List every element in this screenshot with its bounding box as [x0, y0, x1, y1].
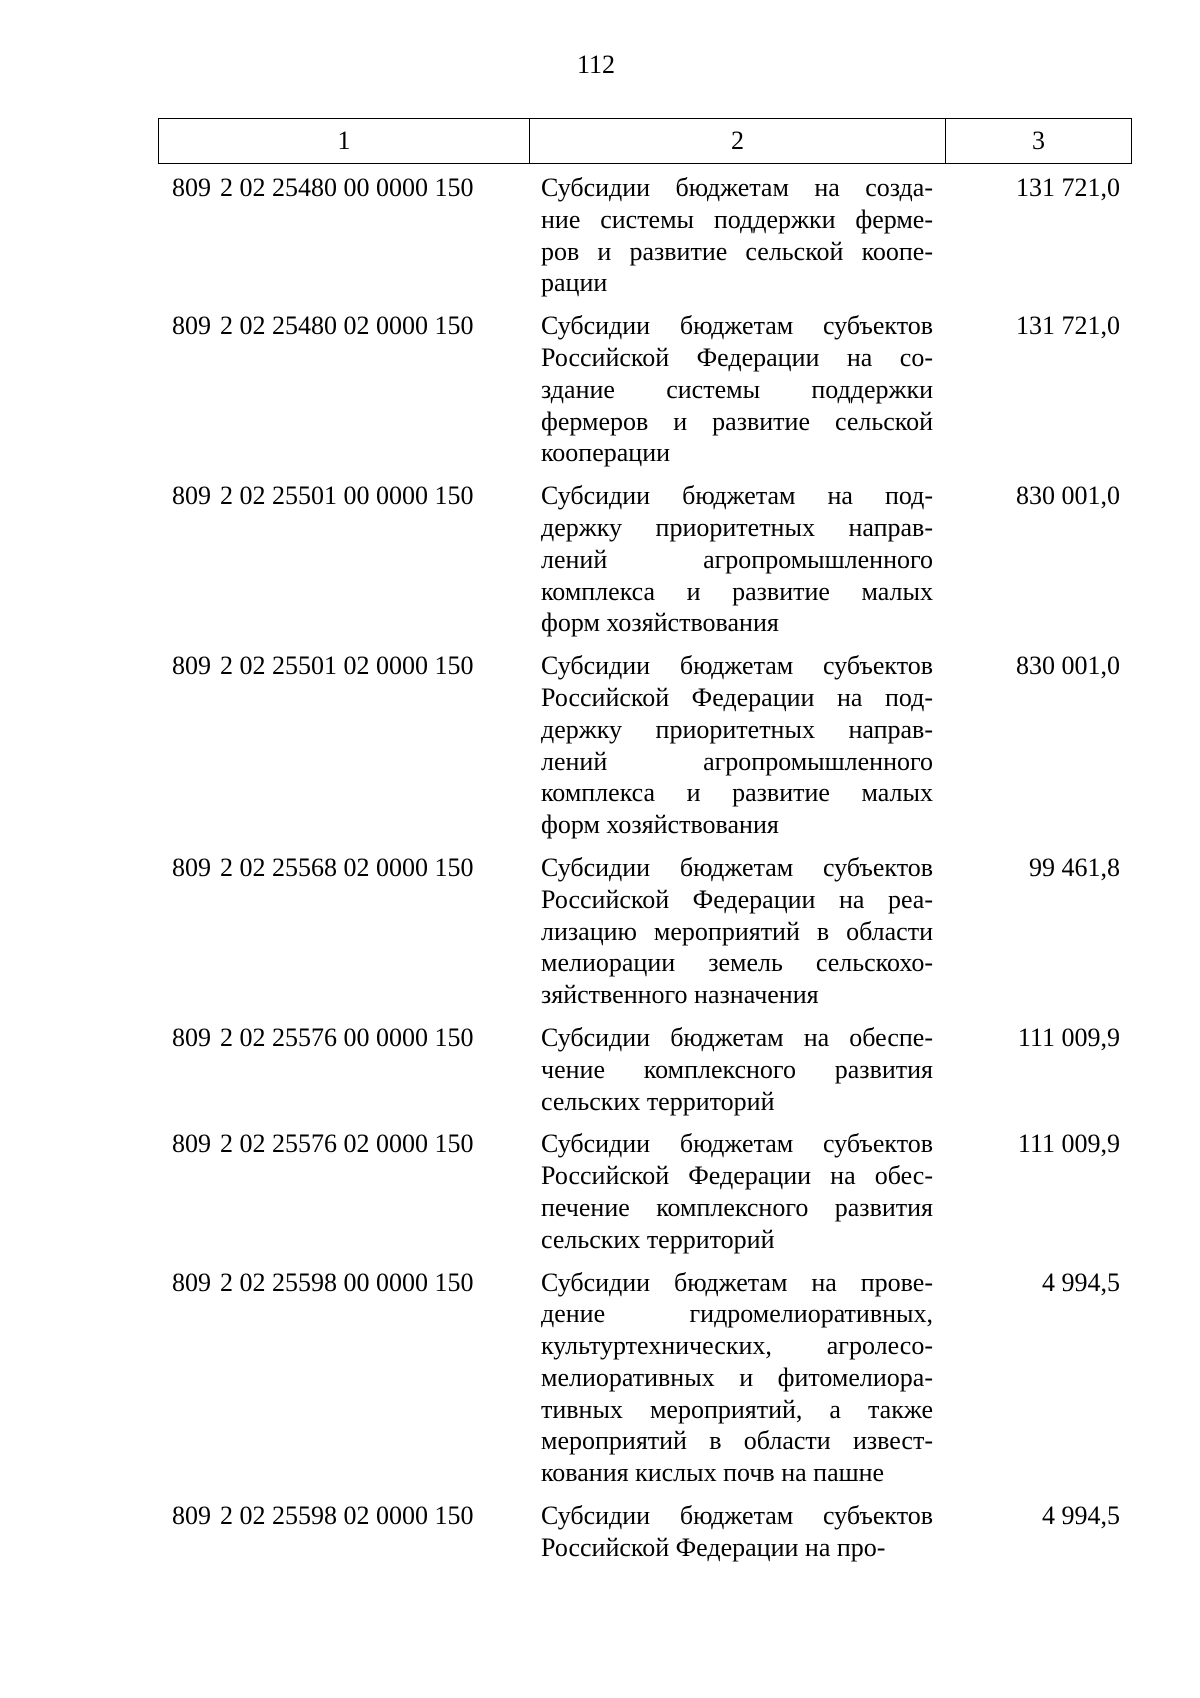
table-row: [158, 1267, 1132, 1490]
description-line: мероприятий в области извест-: [541, 1426, 933, 1456]
description-line: Российской Федерации на про-: [541, 1532, 886, 1562]
amount-cell: 99 461,8: [1029, 852, 1120, 882]
budget-code-cell: 2 02 25598 00 0000 150: [220, 1267, 474, 1297]
description-cell: [529, 480, 945, 639]
budget-code-cell: 2 02 25480 02 0000 150: [220, 311, 474, 341]
table-body: [158, 172, 1132, 1575]
amount-cell: 830 001,0: [1016, 481, 1120, 511]
budget-code-cell: 2 02 25480 00 0000 150: [220, 173, 474, 202]
description-line: зяйственного назначения: [541, 980, 819, 1010]
description-line: лизацию мероприятий в области: [541, 916, 933, 946]
description-line: Субсидии бюджетам субъектов: [541, 311, 933, 341]
table-row: [158, 310, 1132, 469]
description-line: Российской Федерации на обес-: [541, 1161, 933, 1191]
description-cell: [529, 172, 945, 299]
description-line: форм хозяйствования: [541, 810, 779, 840]
description-line: ров и развитие сельской коопе-: [541, 236, 933, 266]
description-line: кования кислых почв на пашне: [541, 1458, 885, 1488]
description-line: здание системы поддержки: [541, 374, 933, 404]
description-line: Субсидии бюджетам субъектов: [541, 1501, 933, 1531]
description-line: мелиоративных и фитомелиора-: [541, 1362, 933, 1392]
description-line: сельских территорий: [541, 1086, 775, 1116]
admin-code-cell: 809: [172, 311, 211, 341]
admin-code-cell: 809: [172, 852, 211, 882]
description-line: Субсидии бюджетам на обеспе-: [541, 1022, 933, 1052]
admin-code-cell: 809: [172, 1501, 211, 1531]
description-line: держку приоритетных направ-: [541, 512, 933, 542]
page-number: 112: [576, 50, 616, 79]
amount-cell: 111 009,9: [1017, 1129, 1120, 1159]
description-cell: [529, 310, 945, 469]
budget-code-cell: 2 02 25501 00 0000 150: [220, 481, 474, 511]
description-line: Российской Федерации на со-: [541, 342, 933, 372]
description-line: Российской Федерации на реа-: [541, 884, 933, 914]
description-cell: [529, 1500, 945, 1564]
budget-code-cell: 2 02 25598 02 0000 150: [220, 1501, 474, 1531]
admin-code-cell: 809: [172, 1129, 211, 1159]
description-line: Субсидии бюджетам на созда-: [541, 173, 933, 202]
amount-cell: 830 001,0: [1016, 651, 1120, 681]
description-line: форм хозяйствования: [541, 608, 779, 638]
table-row: [158, 1500, 1132, 1564]
description-cell: [529, 1022, 945, 1117]
table-row: [158, 852, 1132, 1011]
description-line: чение комплексного развития: [541, 1054, 933, 1084]
description-line: Субсидии бюджетам на под-: [541, 481, 933, 511]
amount-cell: 4 994,5: [1042, 1267, 1120, 1297]
table-row: [158, 1128, 1132, 1255]
budget-code-cell: 2 02 25576 00 0000 150: [220, 1022, 474, 1052]
description-line: лений агропромышленного: [541, 544, 933, 574]
description-line: держку приоритетных направ-: [541, 714, 933, 744]
description-line: дение гидромелиоративных,: [541, 1299, 933, 1329]
description-line: Субсидии бюджетам субъектов: [541, 1129, 933, 1159]
description-line: рации: [541, 268, 608, 298]
admin-code-cell: 809: [172, 481, 211, 511]
description-line: Российской Федерации на под-: [541, 682, 933, 712]
description-line: сельских территорий: [541, 1224, 775, 1254]
description-line: комплекса и развитие малых: [541, 778, 933, 808]
header-col-3: 3: [1032, 126, 1045, 155]
description-line: кооперации: [541, 438, 671, 468]
description-cell: [529, 852, 945, 1011]
header-col-1: 1: [159, 119, 530, 163]
admin-code-cell: 809: [172, 173, 211, 202]
amount-cell: 131 721,0: [1016, 311, 1120, 341]
description-cell: [529, 1267, 945, 1490]
description-line: фермеров и развитие сельской: [541, 406, 933, 436]
description-line: Субсидии бюджетам субъектов: [541, 651, 933, 681]
budget-code-cell: 2 02 25501 02 0000 150: [220, 651, 474, 681]
table-row: [158, 1022, 1132, 1117]
amount-cell: 131 721,0: [1016, 173, 1120, 202]
table-row: [158, 650, 1132, 841]
admin-code-cell: 809: [172, 1267, 211, 1297]
table-row: [158, 172, 1132, 299]
description-line: культуртехнических, агролесо-: [541, 1331, 933, 1361]
description-line: Субсидии бюджетам на прове-: [541, 1267, 933, 1297]
amount-cell: 4 994,5: [1042, 1501, 1120, 1531]
description-line: комплекса и развитие малых: [541, 576, 933, 606]
header-col-2: 2: [530, 119, 946, 163]
budget-code-cell: 2 02 25568 02 0000 150: [220, 852, 474, 882]
admin-code-cell: 809: [172, 651, 211, 681]
description-line: мелиорации земель сельскохо-: [541, 948, 933, 978]
budget-code-cell: 2 02 25576 02 0000 150: [220, 1129, 474, 1159]
description-cell: [529, 650, 945, 841]
description-cell: [529, 1128, 945, 1255]
amount-cell: 111 009,9: [1017, 1022, 1120, 1052]
admin-code-cell: 809: [172, 1022, 211, 1052]
description-line: Субсидии бюджетам субъектов: [541, 852, 933, 882]
description-line: ние системы поддержки ферме-: [541, 204, 933, 234]
description-line: лений агропромышленного: [541, 746, 933, 776]
description-line: тивных мероприятий, а также: [541, 1394, 933, 1424]
table-row: [158, 480, 1132, 639]
description-line: печение комплексного развития: [541, 1192, 933, 1222]
table-header: [158, 118, 1132, 164]
